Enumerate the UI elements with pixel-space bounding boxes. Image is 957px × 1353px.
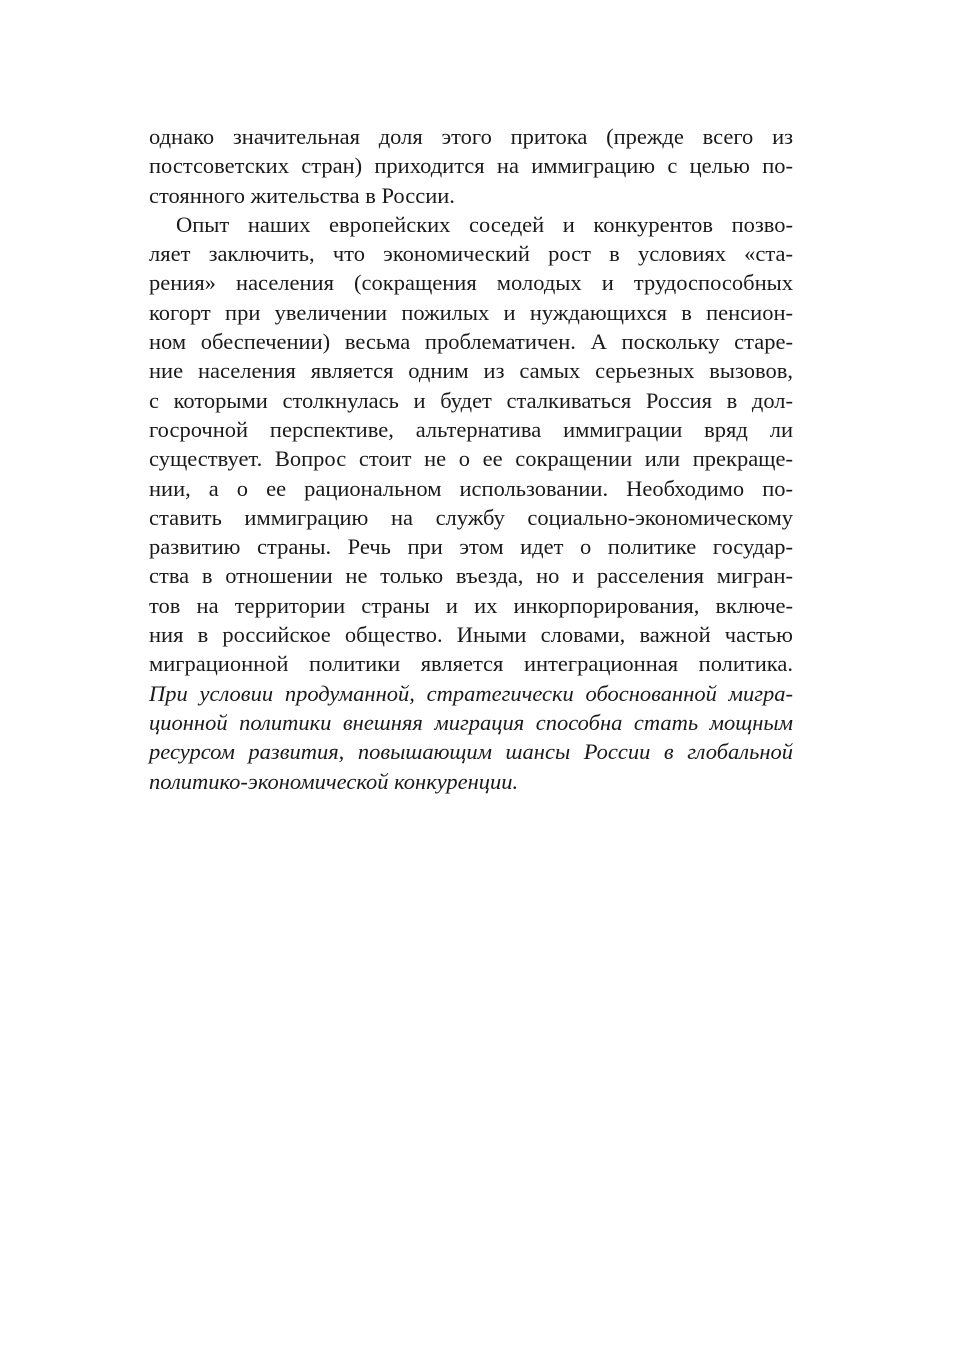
- text-line: рения» населения (сокращения молодых и трудоспособных: [149, 270, 793, 296]
- italic-text-line: ционной политики внешняя миграция способна стать мощным: [149, 709, 793, 735]
- text-line: развитию страны. Речь при этом идет о политике государ-: [149, 534, 793, 560]
- text-line: ние населения является одним из самых серьезных вызовов,: [149, 358, 793, 384]
- text-line: миграционной политики является интеграционная политика.: [149, 651, 793, 677]
- italic-text-line: ресурсом развития, повышающим шансы России в глобальной: [149, 739, 793, 765]
- text-line: постсоветских стран) приходится на иммиграцию с целью по-: [149, 153, 793, 179]
- text-line: ния в российское общество. Иными словами, важной частью: [149, 622, 793, 648]
- text-line: госрочной перспективе, альтернатива иммиграции вряд ли: [149, 416, 793, 442]
- italic-text-line: При условии продуманной, стратегически обоснованной мигра-: [149, 680, 793, 706]
- text-line: когорт при увеличении пожилых и нуждающихся в пенсион-: [149, 299, 793, 325]
- text-line: ном обеспечении) весьма проблематичен. А поскольку старе-: [149, 329, 793, 355]
- text-line: нии, а о ее рациональном использовании. Необходимо по-: [149, 475, 793, 501]
- body-text: [149, 122, 793, 796]
- text-line: однако значительная доля этого притока (прежде всего из: [149, 124, 793, 149]
- text-line: Опыт наших европейских соседей и конкурентов позво-: [176, 211, 793, 237]
- text-line: ства в отношении не только въезда, но и расселения мигран-: [149, 563, 793, 589]
- text-line: с которыми столкнулась и будет сталкиваться Россия в дол-: [149, 387, 793, 413]
- text-line: ляет заключить, что экономический рост в условиях «ста-: [149, 241, 793, 267]
- italic-text-line: политико-экономической конкуренции.: [149, 768, 519, 794]
- text-line: ставить иммиграцию на службу социально-экономическому: [149, 504, 793, 530]
- text-line: тов на территории страны и их инкорпорирования, включе-: [149, 592, 793, 618]
- text-line: стоянного жительства в России.: [149, 182, 455, 208]
- text-line: существует. Вопрос стоит не о ее сокращении или прекраще-: [149, 446, 793, 472]
